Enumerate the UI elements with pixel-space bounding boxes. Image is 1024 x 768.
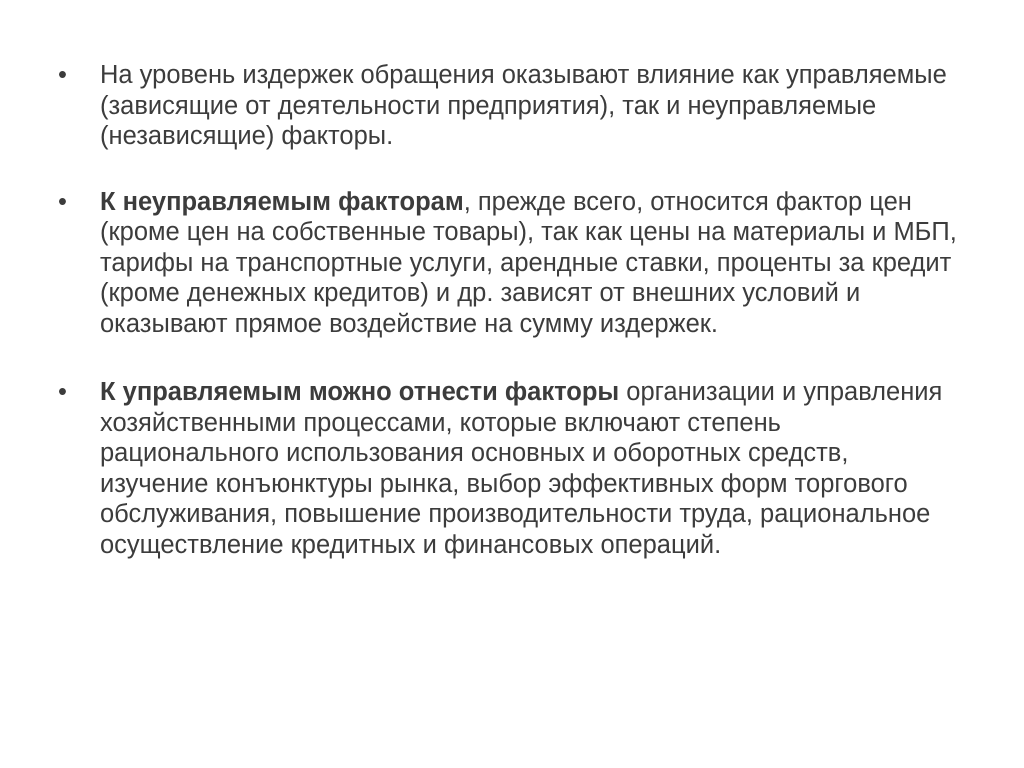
bullet-bold-lead: К управляемым можно отнести факторы xyxy=(100,378,620,406)
bullet-icon: • xyxy=(58,187,67,216)
bullet-icon: • xyxy=(58,61,67,89)
bullet-bold-lead: К неуправляемым факторам xyxy=(100,187,464,216)
bullet-list xyxy=(58,60,958,595)
bullet-item-1 xyxy=(58,60,958,152)
bullet-text: организации и управления хозяйственными процессами, которые включают степень рационального использования основных и оборотных средств, изучение конъюнктуры рынка, выбор эффективных форм торгового обслуживания, повышение производительности труда, рациональное осуществление кредитных и финансовых операций. xyxy=(100,378,943,559)
bullet-text: На уровень издержек обращения оказывают влияние как управляемые (зависящие от деятельности предприятия), так и неуправляемые (независящие) факторы. xyxy=(100,61,947,150)
bullet-icon: • xyxy=(58,378,67,406)
bullet-item-2 xyxy=(58,187,958,340)
bullet-text: , прежде всего, относится фактор цен (кроме цен на собственные товары), так как цены на материалы и МБП, тарифы на транспортные услуги, арендные ставки, проценты за кредит (кроме денежных кредитов) и др. зависят от внешних условий и оказывают прямое воздействие на сумму издержек. xyxy=(100,187,957,338)
bullet-item-3 xyxy=(58,377,958,560)
